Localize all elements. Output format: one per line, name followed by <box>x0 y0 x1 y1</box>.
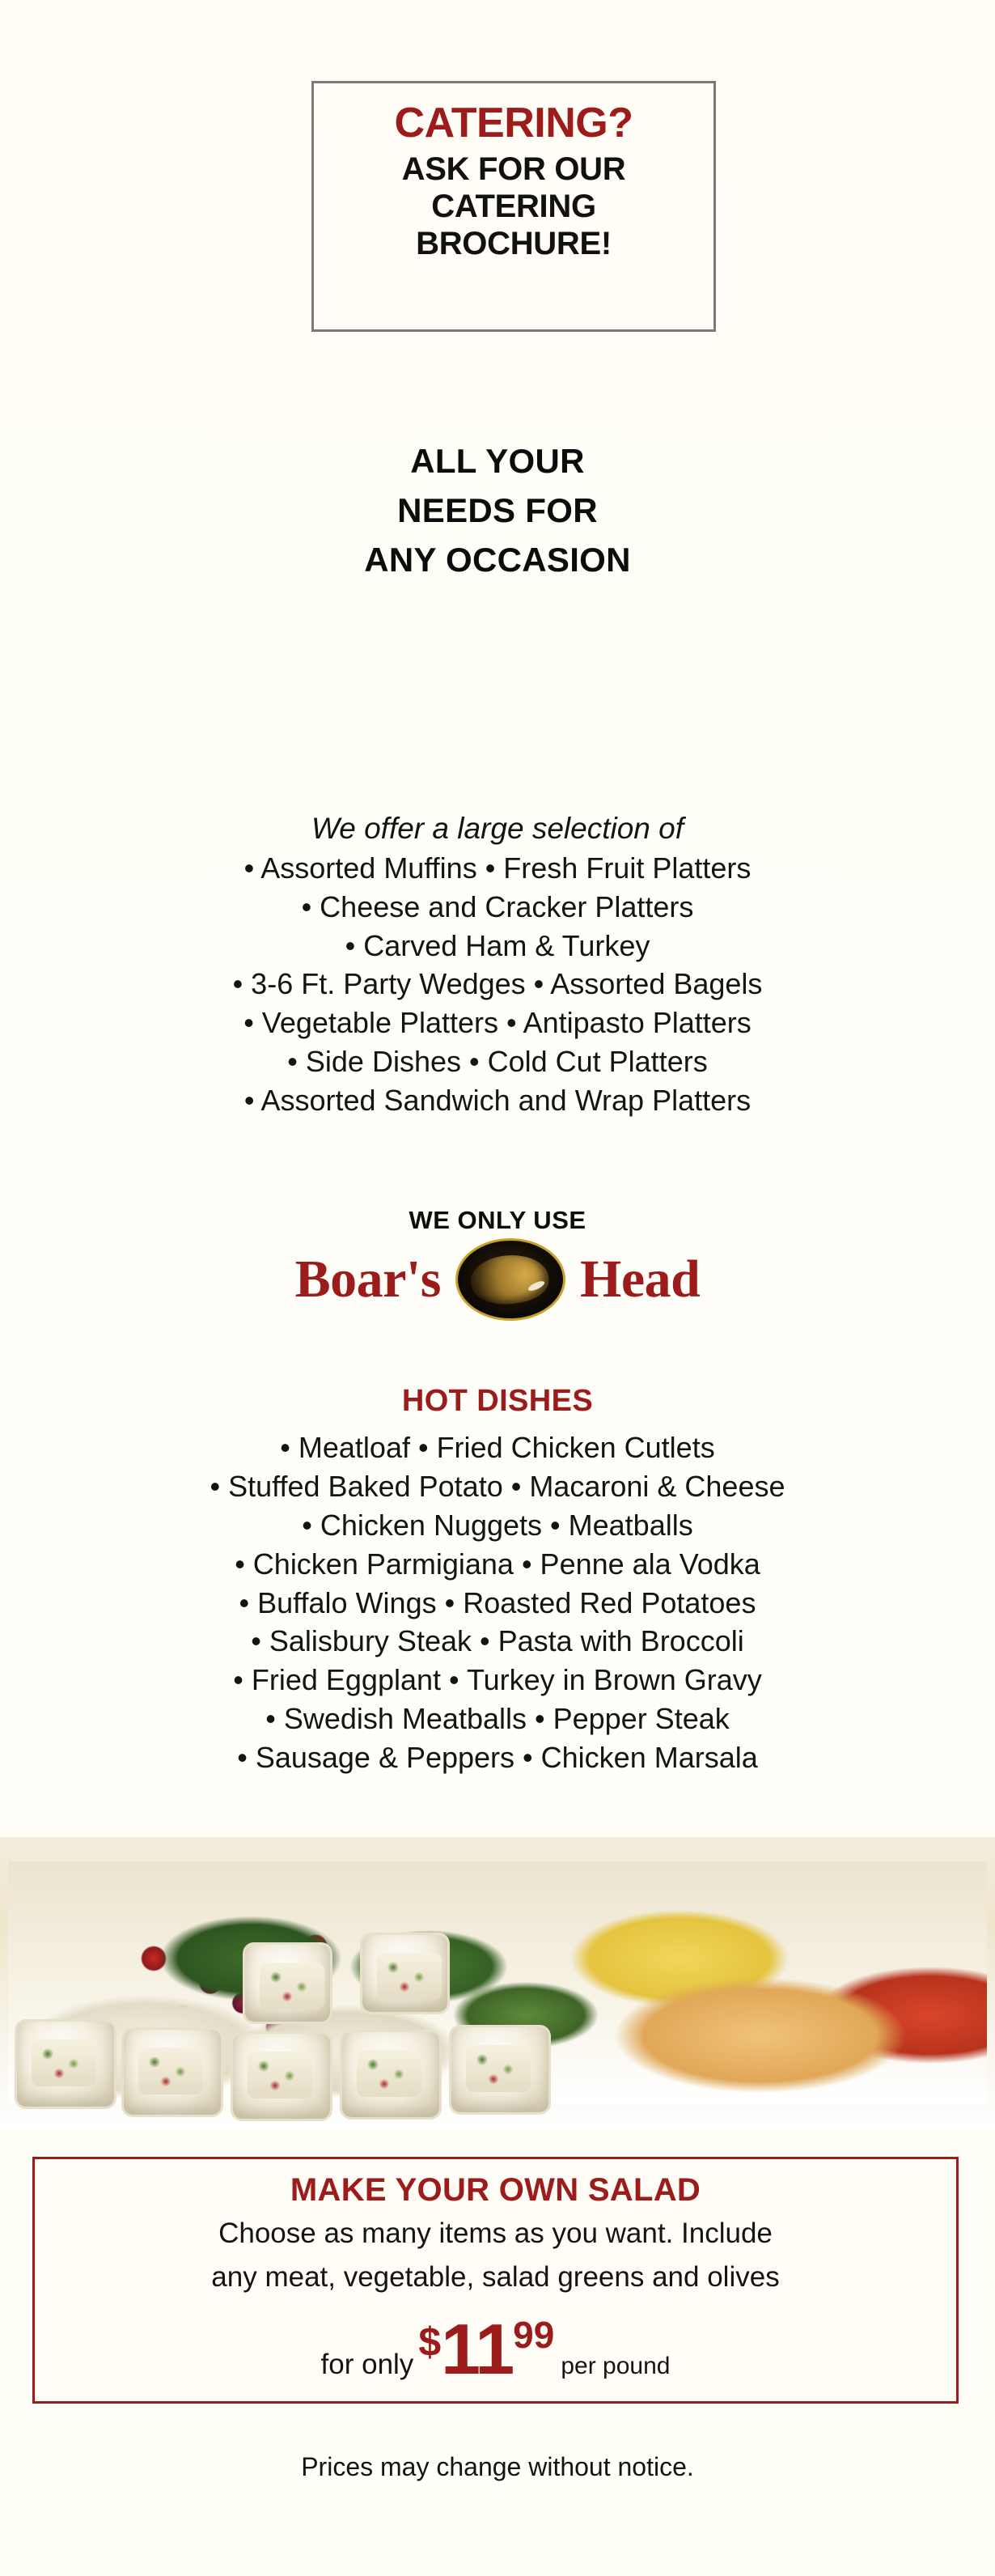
for-only-label: for only <box>320 2349 414 2380</box>
wrap-roll <box>15 2019 116 2109</box>
list-item: • Vegetable Platters • Antipasto Platters <box>243 1006 752 1040</box>
list-item: • 3-6 Ft. Party Wedges • Assorted Bagels <box>232 967 763 1001</box>
we-only-use-label: WE ONLY USE <box>409 1206 586 1234</box>
salad-description-line-2: any meat, vegetable, salad greens and olives <box>211 2260 780 2293</box>
selection-lead: We offer a large selection of <box>311 812 684 845</box>
wrap-roll <box>449 2025 551 2115</box>
catering-title: CATERING? <box>394 100 633 146</box>
wrap-roll <box>243 1942 332 2024</box>
list-item: • Sausage & Peppers • Chicken Marsala <box>237 1741 758 1774</box>
list-item: • Meatloaf • Fried Chicken Cutlets <box>280 1431 715 1464</box>
currency-symbol: $ <box>418 2319 442 2365</box>
list-item: • Assorted Muffins • Fresh Fruit Platters <box>243 851 752 885</box>
boars-head-brand <box>0 1238 995 1321</box>
list-item: • Buffalo Wings • Roasted Red Potatoes <box>239 1585 756 1619</box>
list-item: • Assorted Sandwich and Wrap Platters <box>243 1084 752 1118</box>
list-item: • Chicken Nuggets • Meatballs <box>302 1508 693 1542</box>
list-item: • Fried Eggplant • Turkey in Brown Gravy <box>233 1663 762 1697</box>
boars-head-logo-icon <box>455 1238 565 1321</box>
salad-title: MAKE YOUR OWN SALAD <box>290 2172 701 2208</box>
price-dollars: 11 <box>441 2309 514 2389</box>
catering-platter-photo <box>0 1837 995 2128</box>
headline-line-1: ALL YOUR <box>410 442 585 480</box>
list-item: • Chicken Parmigiana • Penne ala Vodka <box>235 1547 760 1581</box>
list-item: • Stuffed Baked Potato • Macaroni & Cheese <box>210 1469 785 1503</box>
boar-head-shape <box>468 1250 551 1309</box>
hot-dishes-title: HOT DISHES <box>401 1384 594 1418</box>
catering-callout-box <box>311 81 716 332</box>
list-item: • Swedish Meatballs • Pepper Steak <box>265 1702 730 1736</box>
wrap-roll <box>360 1933 450 2014</box>
headline-line-3: ANY OCCASION <box>364 540 631 579</box>
wrap-roll <box>340 2030 442 2120</box>
list-item: • Carved Ham & Turkey <box>345 928 650 962</box>
catering-line-2: CATERING <box>431 188 596 224</box>
price-unit: per pound <box>561 2353 671 2379</box>
headline <box>0 437 995 585</box>
price-cents: 99 <box>513 2314 555 2356</box>
brand-word-head: Head <box>580 1250 701 1309</box>
headline-line-2: NEEDS FOR <box>397 490 598 529</box>
selection-list <box>0 849 995 1120</box>
make-your-own-salad-box <box>32 2157 959 2404</box>
wrap-roll <box>121 2027 223 2117</box>
list-item: • Salisbury Steak • Pasta with Broccoli <box>251 1624 744 1658</box>
list-item: • Side Dishes • Cold Cut Platters <box>287 1045 708 1079</box>
catering-line-1: ASK FOR OUR <box>401 151 626 187</box>
brand-word-boars: Boar's <box>294 1250 441 1309</box>
hot-dishes-list <box>0 1428 995 1777</box>
list-item: • Cheese and Cracker Platters <box>301 889 694 923</box>
salad-price-row <box>35 2308 956 2391</box>
catering-line-3: BROCHURE! <box>416 225 612 261</box>
salad-description-line-1: Choose as many items as you want. Include <box>218 2217 773 2249</box>
price-disclaimer: Prices may change without notice. <box>301 2452 694 2481</box>
selection-section <box>0 809 995 1120</box>
wrap-roll <box>231 2031 332 2121</box>
